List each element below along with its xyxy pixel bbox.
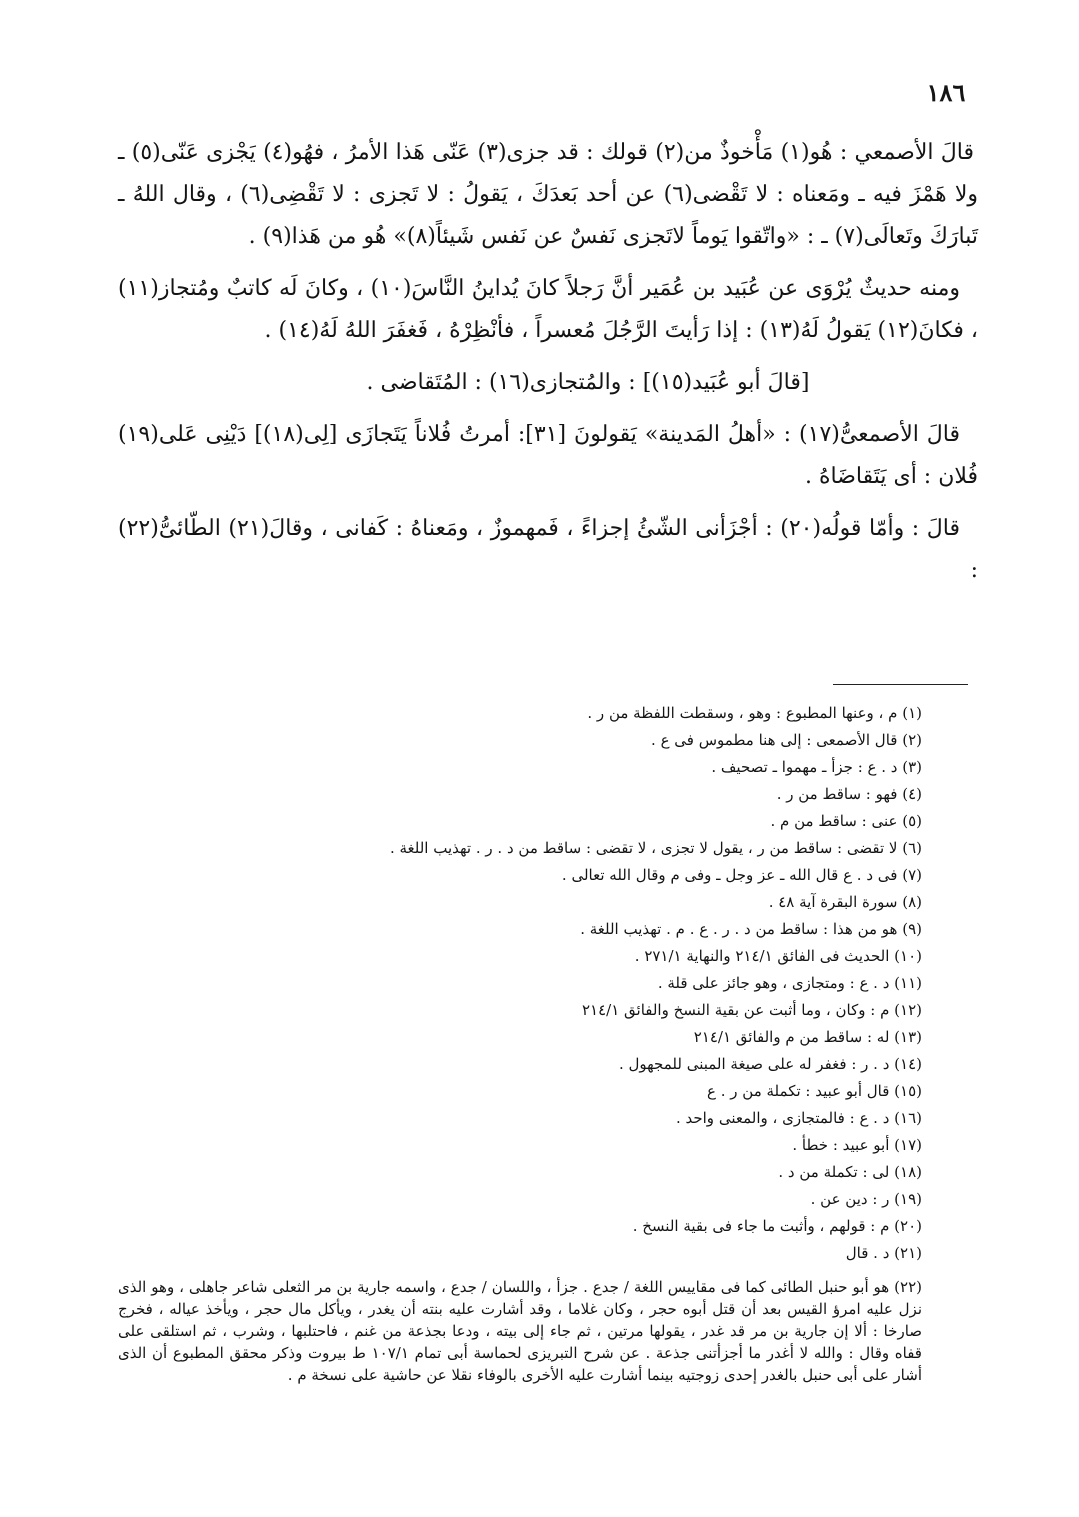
footnote-4: (٤) فهو : ساقط من ر .: [776, 785, 922, 803]
footnote-separator: [833, 684, 968, 685]
footnote-16: (١٦) د . ع : فالمتجازى ، والمعنى واحد .: [675, 1109, 922, 1127]
footnotes-list: [200, 700, 922, 1267]
footnote-21: (٢١) د . قال: [845, 1244, 922, 1262]
footnote-10: (١٠) الحديث فى الفائق ٢١٤/١ والنهاية ٢٧١/١ .: [634, 947, 922, 965]
footnote-18: (١٨) لى : تكملة من د .: [778, 1163, 922, 1181]
footnote-20: (٢٠) م : قولهم ، وأثبت ما جاء فى بقية النسخ .: [632, 1217, 922, 1235]
footnote-19: (١٩) ر : دين عن .: [810, 1190, 922, 1208]
footnote-22: (٢٢) هو أبو حنبل الطائى كما فى مقاييس اللغة / جدع . جزأ ، واللسان / جدع ، واسمه جارية بن مر الثعلى شاعر جاهلى ، وهو الذى نزل عليه امرؤ القيس بعد أن قتل أبوه حجر ، وكان غلاما ، وقد أشارت عليه بنته أن يغدر ، ويأكل مال حجر ، ويأخذ عياله ، فخرج صارخا : ألا إن جارية بن مر قد غدر ، يقولها مرتين ، ثم جاء إلى بيته ، ودعا بجذعة من غنم ، فاحتلبها ، وشرب ، ثم استلقى على قفاه وقال : والله لا أغدر ما أجزأتنى جذعة . عن شرح التبريزى لحماسة أبى تمام ١٠٧/١ ط بيروت وذكر محقق المطبوع أن الذى أشار على أبى حنبل بالغدر إحدى زوجتيه بينما أشارت عليه الأخرى بالوفاء نقلا عن حاشية على نسخة م .: [118, 1278, 922, 1384]
footnote-7: (٧) فى د . ع قال الله ـ عز وجل ـ وفى م وقال الله تعالى .: [561, 866, 922, 884]
paragraph-3: [قالَ أبو عُبَيد(١٥)] : والمُتجازى(١٦) : المُتَقاضى .: [366, 370, 810, 395]
footnote-6: (٦) لا تقضى : ساقط من ر ، يقول لا تجزى ، لا تقضى : ساقط من د . ر . تهذيب اللغة .: [389, 839, 922, 857]
footnote-5: (٥) عنى : ساقط من م .: [770, 812, 922, 830]
footnote-11: (١١) د . ع : ومتجازى ، وهو جائز على قلة .: [657, 974, 922, 992]
paragraph-2: ومنه حديثٌ يُرْوَى عن عُبَيد بن عُمَير أنَّ رَجلاً كانَ يُداينُ النَّاسَ(١٠) ، وكانَ لَه كاتبٌ ومُتجاز(١١) ، فكانَ(١٢) يَقولُ لَهُ(١٣) : إذا رَأيتَ الرَّجُلَ مُعسراً ، فأنْظِرْهُ ، فَغفَرَ اللهُ لَهُ(١٤) .: [118, 276, 978, 343]
paragraph-5: قالَ : وأمّا قولُه(٢٠) : أجْزَأنى الشّئُ إجزاءً ، فَمهموزٌ ، ومَعناهُ : كَفانى ، وقالَ(٢١) الطّائىُّ(٢٢) :: [118, 516, 978, 583]
footnote-1: (١) م ، وعنها المطبوع : وهو ، وسقطت اللفظة من ر .: [587, 704, 922, 722]
main-text: [118, 132, 978, 602]
paragraph-1: قالَ الأصمعي : هُو(١) مَأْخوذٌ من(٢) قولك : قد جزى(٣) عَنّى هَذا الأمرُ ، فهُو(٤) يَجْزى عَنّى(٥) ـ ولا هَمْزَ فيه ـ ومَعناه : لا تَقْضى(٦) عن أحد بَعدَكَ ، يَقولُ : لا تَجزى : لا تَقْضِى(٦) ، وقال اللهُ ـ تَبارَكَ وتَعالَى(٧) ـ : «واتّقوا يَوماً لاتَجزى نَفسٌ عن نَفس شَيئاً(٨)» هُو من هَذا(٩) .: [118, 140, 979, 249]
footnote-15: (١٥) قال أبو عبيد : تكملة من ر . ع: [707, 1082, 922, 1100]
footnote-2: (٢) قال الأصمعى : إلى هنا مطموس فى ع .: [651, 731, 922, 749]
page-number: ١٨٦: [926, 78, 966, 107]
paragraph-4: قالَ الأصمعىُّ(١٧) : «أهلُ المَدينة» يَقولونَ [٣١]: أمرتُ فُلاناً يَتَجازَى [لِى(١٨)] دَيْنِى عَلى(١٩) فُلان : أى يَتَقاضَاهُ .: [118, 422, 978, 489]
footnote-3: (٣) د . ع : جزأ ـ مهموا ـ تصحيف .: [711, 758, 922, 776]
footnote-9: (٩) هو من هذا : ساقط من د . ر . ع . م . تهذيب اللغة .: [580, 920, 922, 938]
footnote-14: (١٤) د . ر : فغفر له على صيغة المبنى للمجهول .: [618, 1055, 922, 1073]
footnote-12: (١٢) م : وكان ، وما أثبت عن بقية النسخ والفائق ٢١٤/١: [581, 1001, 922, 1019]
footnote-17: (١٧) أبو عبيد : خطأ .: [792, 1136, 922, 1154]
footnote-8: (٨) سورة البقرة آية ٤٨ .: [768, 893, 922, 911]
footnote-13: (١٣) له : ساقط من م والفائق ٢١٤/١: [693, 1028, 922, 1046]
